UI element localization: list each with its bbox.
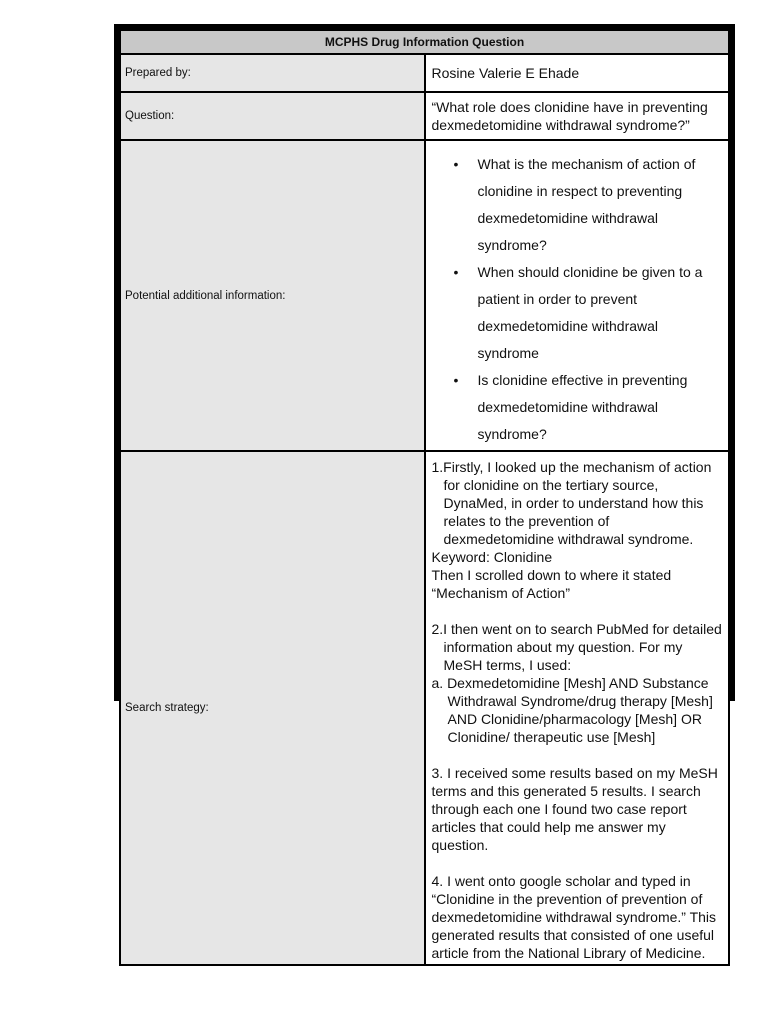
prepared-by-label: Prepared by: [120,54,425,92]
search-step-4: 4. I went onto google scholar and typed in “Clonidine in the prevention of prevention of dexmedetomidine withdrawal syndrome.” This generated results that consisted of one useful article from the National Library of Medicine. [431,873,717,961]
bullet-icon: • [453,264,459,280]
question-label: Question: [120,92,425,140]
spacer [432,854,723,872]
spacer [432,746,723,764]
potential-info-list [432,143,723,448]
list-item [454,367,723,448]
search-step-1-then: Then I scrolled down to where it stated “Mechanism of Action” [431,567,672,601]
form-table [119,29,730,966]
list-item [454,259,723,367]
form-title: MCPHS Drug Information Question [120,30,729,54]
bullet-icon: • [453,372,459,388]
list-item [454,151,723,259]
search-step-3: 3. I received some results based on my MeSH terms and this generated 5 results. I search through each one I found two case report articles that could help me answer my question. [431,765,718,853]
list-item-text: What is the mechanism of action of clonidine in respect to preventing dexmedetomidine withdrawal syndrome? [477,156,696,253]
search-strategy-label: Search strategy: [120,451,425,965]
potential-info-label: Potential additional information: [120,140,425,451]
bullet-icon: • [453,156,459,172]
search-step-1-keyword: Keyword: Clonidine [431,549,553,565]
search-strategy-cell [425,451,730,965]
search-step-1: 1.Firstly, I looked up the mechanism of action for clonidine on the tertiary source, DynaMed, in order to understand how this relates to the prevention of dexmedetomidine withdrawal syndrome. [431,459,712,547]
prepared-by-value: Rosine Valerie E Ehade [425,54,730,92]
search-step-2-a: a. Dexmedetomidine [Mesh] AND Substance Withdrawal Syndrome/drug therapy [Mesh] AND Clonidine/pharmacology [Mesh] OR Clonidine/ therapeutic use [Mesh] [431,675,713,745]
spacer [432,602,723,620]
list-item-text: Is clonidine effective in preventing dexmedetomidine withdrawal syndrome? [477,372,688,442]
question-value: “What role does clonidine have in preventing dexmedetomidine withdrawal syndrome?” [425,92,730,140]
drug-information-form [114,24,735,961]
list-item-text: When should clonidine be given to a patient in order to prevent dexmedetomidine withdrawal syndrome [477,264,703,361]
search-step-2: 2.I then went on to search PubMed for detailed information about my question. For my MeSH terms, I used: [431,621,722,673]
potential-info-cell [425,140,730,451]
